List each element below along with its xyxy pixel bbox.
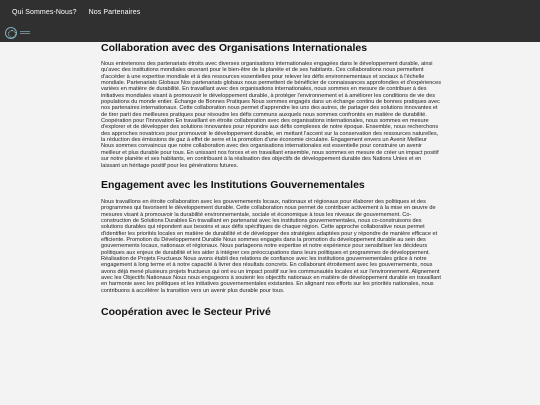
nav-link-nos-partenaires[interactable]: Nos Partenaires <box>88 8 141 16</box>
nav-link-qui-sommes-nous[interactable]: Qui Sommes-Nous? <box>12 8 77 16</box>
main-content <box>101 42 441 319</box>
logo-wordmark <box>20 31 30 32</box>
header-bar <box>0 24 540 42</box>
section-title: Coopération avec le Secteur Privé <box>101 306 271 318</box>
logo-icon[interactable] <box>5 27 17 39</box>
top-navigation <box>0 0 540 24</box>
section-title: Collaboration avec des Organisations Internationales <box>101 42 368 54</box>
section-body: Nous travaillons en étroite collaboration avec les gouvernements locaux, nationaux et régionaux pour élaborer des politiques et des programmes qui favorisent le développement durable. Cette collaboration nous permet de contribuer activement à la mise en œuvre de mesures visant à promouvoir la durabilité environnementale, sociale et économique à tous les niveaux de gouvernement. Co-construction de Solutions Durables En travaillant en partenariat avec les institutions gouvernementales, nous co-construisons des solutions durables qui répondent aux besoins et aux défis spécifiques de chaque région. Cette approche collaborative nous permet d'identifier les priorités locales en matière de durabilité et de développer des stratégies adaptées pour y répondre de manière efficace et efficiente. Promotion du Développement Durable Nous sommes engagés dans la promotion du développement durable au sein des gouvernements locaux, nationaux et régionaux. Nous partageons notre expertise et notre expérience pour sensibiliser les décideurs politiques aux enjeux de durabilité et les aider à intégrer ces préoccupations dans leurs politiques et programmes de développement. Réalisation de Projets Fructueux Nous avons établi des relations de confiance avec les institutions gouvernementales grâce à notre engagement à long terme et à notre capacité à livrer des résultats concrets. En collaborant étroitement avec les gouvernements, nous avons déjà mené plusieurs projets fructueux qui ont eu un impact positif sur les communautés locales et sur l'environnement. Alignement avec les Objectifs Nationaux Nous nous engageons à soutenir les objectifs nationaux en matière de développement durable en travaillant en harmonie avec les politiques et les initiatives gouvernementales existantes. En alignant nos efforts sur les priorités nationales, nous contribuons à accélérer la transition vers un avenir plus durable pour tous. <box>101 198 441 294</box>
section-international <box>101 42 441 169</box>
section-title: Engagement avec les Institutions Gouvernementales <box>101 178 365 191</box>
section-body: Nous entretenons des partenariats étroits avec diverses organisations internationales engagées dans le développement durable, ainsi qu'avec des institutions mondiales œuvrant pour le bien-être de la planète et de ses habitants. Ces collaborations nous permettent d'accéder à une expertise mondiale et à des ressources essentielles pour relever les défis environnementaux et sociaux à l'échelle mondiale. Partenariats Globaux Nos partenariats globaux nous permettent de bénéficier de connaissances approfondies et d'expériences variées en matière de durabilité. En travaillant avec des organisations internationales, nous sommes en mesure de contribuer à des initiatives mondiales visant à promouvoir le développement durable, à protéger l'environnement et à améliorer les conditions de vie des populations du monde entier. Échange de Bonnes Pratiques Nous sommes engagés dans un échange continu de bonnes pratiques avec nos partenaires internationaux. Cette collaboration nous permet d'apprendre les uns des autres, de partager des solutions innovantes et de tirer parti des meilleures pratiques pour résoudre les défis communs auxquels nous sommes confrontés en matière de durabilité. Coopération pour l'Innovation En travaillant en étroite collaboration avec des organisations internationales, nous sommes en mesure d'explorer et de développer des solutions innovantes pour répondre aux défis complexes de notre époque. Ensemble, nous recherchons des approches novatrices pour promouvoir le développement durable, en mettant l'accent sur la conservation des ressources naturelles, la réduction des émissions de gaz à effet de serre et la promotion d'une économie circulaire. Engagement envers un Avenir Meilleur Nous sommes convaincus que notre collaboration avec des organisations internationales est essentielle pour construire un avenir meilleur et plus durable pour tous. En unissant nos forces et en travaillant ensemble, nous sommes en mesure de créer un impact positif sur notre planète et ses habitants, en contribuant à la réalisation des objectifs de développement durable des Nations Unies et en laissant un héritage positif pour les générations futures. <box>101 61 442 169</box>
section-private-sector <box>101 306 441 319</box>
section-government <box>101 179 441 294</box>
